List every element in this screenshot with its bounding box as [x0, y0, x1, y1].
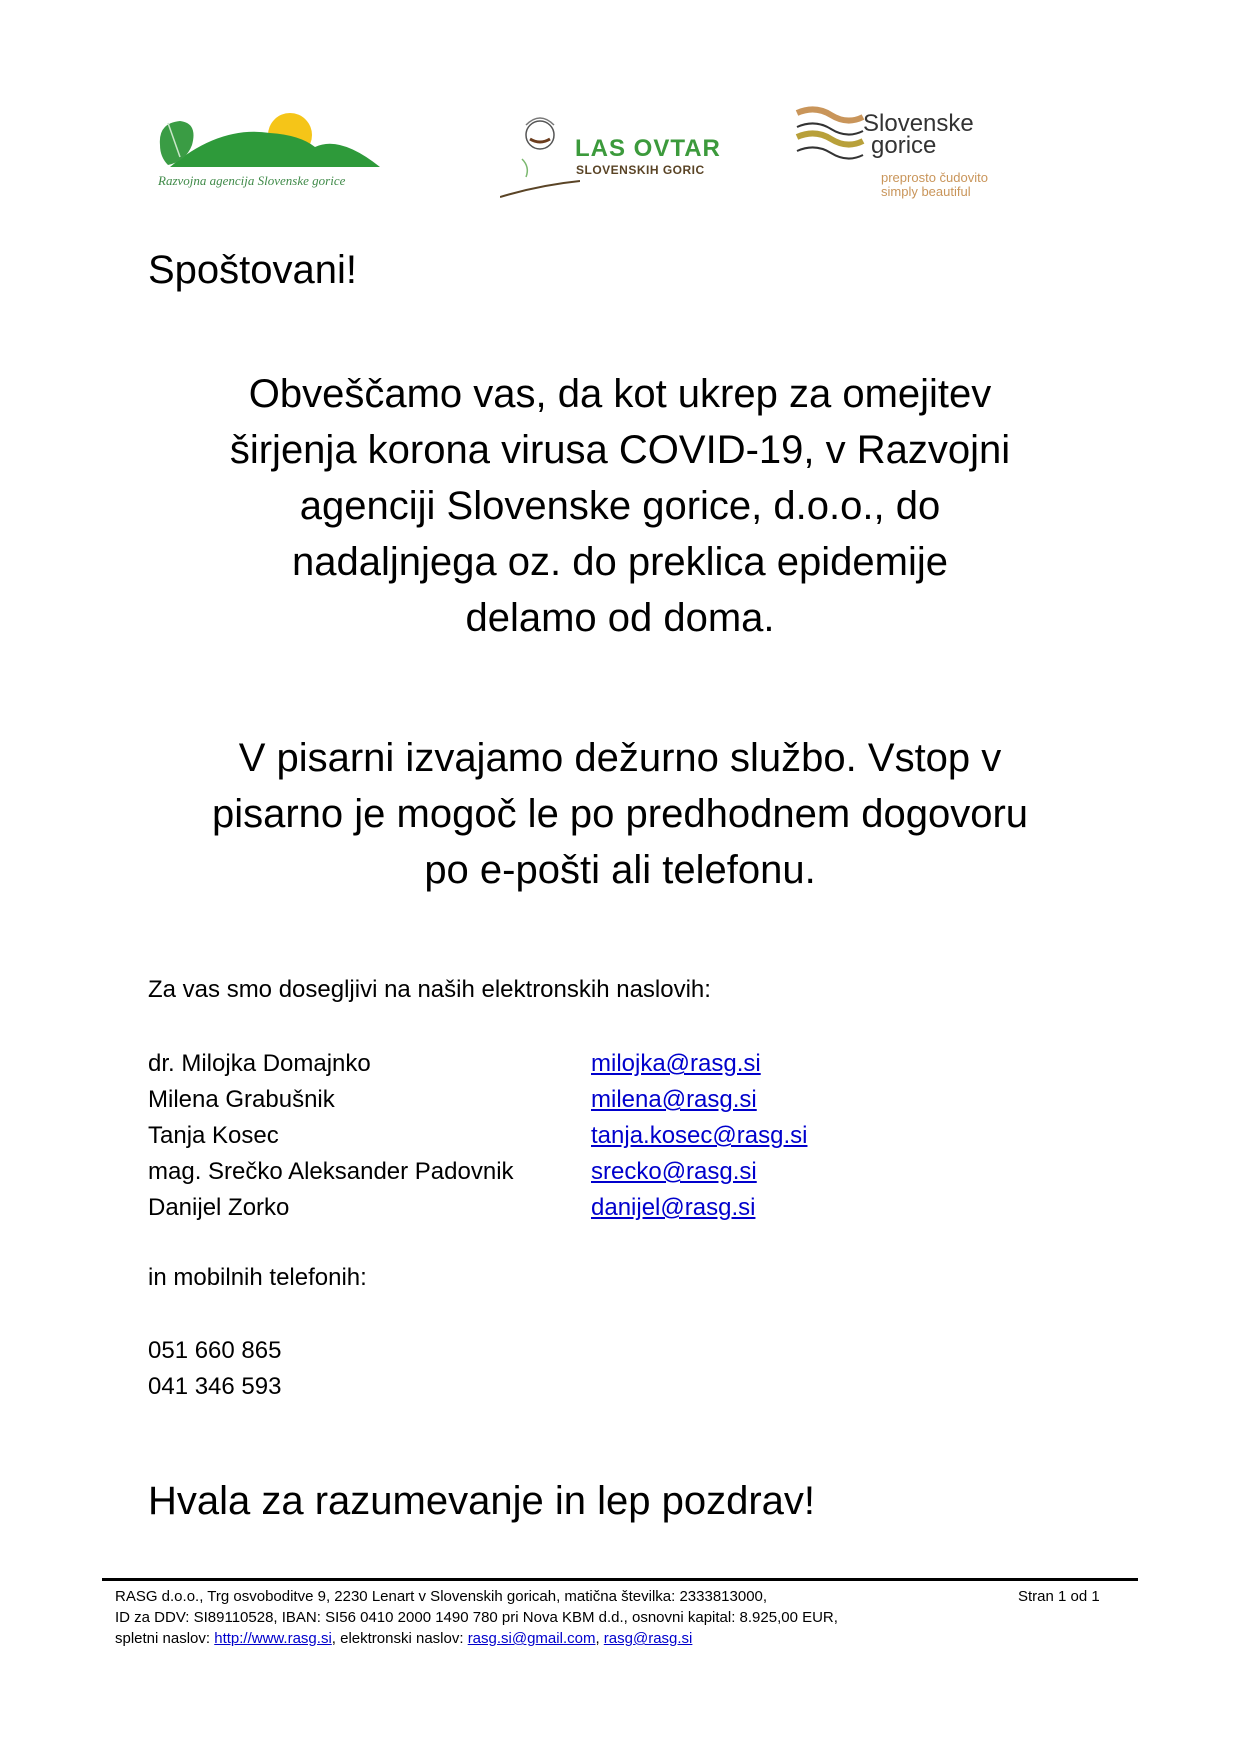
footer [115, 1586, 1115, 1649]
contact-email-link[interactable]: danijel@rasg.si [591, 1194, 756, 1221]
paragraph-line: V pisarni izvajamo dežurno službo. Vstop v [238, 736, 1002, 780]
announcement-paragraph [140, 366, 1100, 646]
sg-title-line1: Slovenske [863, 110, 974, 137]
page-number: Stran 1 od 1 [1018, 1588, 1100, 1605]
sg-title-line2: gorice [871, 132, 937, 159]
footer-web-label: spletni naslov: [115, 1630, 215, 1647]
footer-bank-line: ID za DDV: SI89110528, IBAN: SI56 0410 2000 1490 780 pri Nova KBM d.d., osnovni kapital: 8.925,00 EUR, [115, 1609, 838, 1626]
phone-number: 041 346 593 [148, 1373, 282, 1400]
paragraph-line: agenciji Slovenske gorice, d.o.o., do [299, 484, 941, 528]
logo-bar [0, 95, 1240, 205]
greeting: Spoštovani! [148, 248, 358, 292]
footer-company-line: RASG d.o.o., Trg osvoboditve 9, 2230 Lenart v Slovenskih goricah, matična številka: 2333813000, [115, 1588, 768, 1605]
las-ovtar-title: LAS OVTAR [575, 135, 721, 162]
phone-list [148, 1333, 281, 1405]
slovenske-gorice-tagline [881, 171, 988, 199]
paragraph-line: pisarno je mogoč le po predhodnem dogovoru [211, 792, 1029, 836]
contact-email-link[interactable]: milojka@rasg.si [591, 1050, 761, 1077]
footer-divider [102, 1578, 1138, 1581]
contact-email-link[interactable]: srecko@rasg.si [591, 1158, 757, 1185]
rasg-caption: Razvojna agencija Slovenske gorice [158, 173, 346, 188]
slovenske-gorice-logo [795, 105, 1015, 205]
phone-number: 051 660 865 [148, 1337, 282, 1364]
contact-name: dr. Milojka Domajnko [148, 1050, 371, 1077]
rasg-hills-sun-icon [150, 105, 390, 175]
contact-name: mag. Srečko Aleksander Padovnik [148, 1158, 514, 1185]
sg-tagline-line1: preprosto čudovito [881, 170, 988, 185]
footer-contact-line [115, 1628, 1115, 1649]
footer-separator: , [595, 1630, 604, 1647]
closing-line: Hvala za razumevanje in lep pozdrav! [148, 1479, 816, 1523]
footer-email-link-gmail[interactable]: rasg.si@gmail.com [467, 1630, 596, 1647]
paragraph-line: nadaljnjega oz. do preklica epidemije [292, 540, 948, 584]
paragraph-line: Obveščamo vas, da kot ukrep za omejitev [248, 372, 992, 416]
las-ovtar-logo [500, 105, 740, 205]
contact-name: Tanja Kosec [148, 1122, 279, 1149]
slovenske-gorice-title [863, 110, 974, 159]
sg-tagline-line2: simply beautiful [881, 184, 971, 199]
footer-website-link[interactable]: http://www.rasg.si [214, 1630, 332, 1647]
contact-email-link[interactable]: milena@rasg.si [591, 1086, 757, 1113]
contact-name: Danijel Zorko [148, 1194, 290, 1221]
paragraph-line: po e-pošti ali telefonu. [424, 848, 816, 892]
footer-email-link-rasg[interactable]: rasg@rasg.si [603, 1630, 693, 1647]
phones-intro: in mobilnih telefonih: [148, 1264, 367, 1291]
footer-email-label: , elektronski naslov: [331, 1630, 468, 1647]
office-duty-paragraph [140, 730, 1100, 898]
las-ovtar-figure-icon [500, 105, 580, 205]
paragraph-line: delamo od doma. [465, 596, 775, 640]
rasg-logo [150, 105, 390, 195]
paragraph-line: širjenja korona virusa COVID-19, v Razvojni [229, 428, 1011, 472]
slovenske-gorice-waves-icon [795, 105, 865, 165]
contact-email-link[interactable]: tanja.kosec@rasg.si [591, 1122, 808, 1149]
contact-intro: Za vas smo dosegljivi na naših elektronskih naslovih: [148, 976, 711, 1003]
las-ovtar-subtitle: SLOVENSKIH GORIC [576, 163, 705, 177]
contact-name: Milena Grabušnik [148, 1086, 335, 1113]
